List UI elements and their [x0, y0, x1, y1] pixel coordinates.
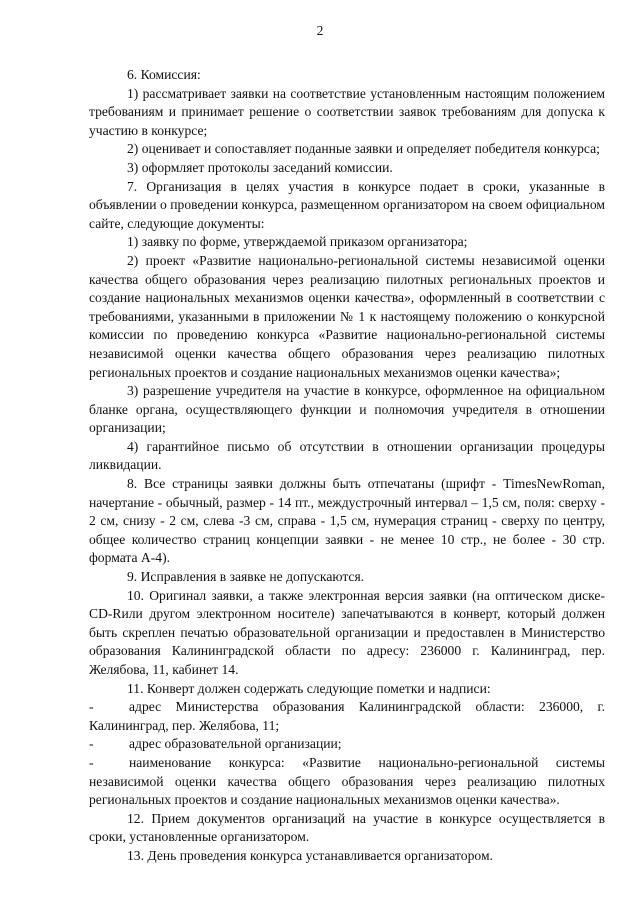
list-item-ministry-address — [89, 698, 605, 735]
paragraph-11: 11. Конверт должен содержать следующие пометки и надписи: — [127, 680, 491, 696]
list-item-org-address — [89, 735, 605, 754]
paragraph-7-1: 1) заявку по форме, утверждаемой приказом организатора; — [127, 234, 468, 250]
page-number: 2 — [316, 23, 324, 38]
paragraph-7: 7. Организация в целях участия в конкурсе подает в сроки, указанные в объявлении о проведении конкурса, размещенном организатором на своем официальном сайте, следующие документы: — [89, 178, 605, 231]
list-item-text: адрес Министерства образования Калининградской области: 236000, г. Калининград, пер. Желябова, 11; — [89, 699, 605, 733]
paragraph-7-4: 4) гарантийное письмо об отсутствии в отношении организации процедуры ликвидации. — [89, 438, 605, 473]
list-item-text: наименование конкурса: «Развитие национально-региональной системы независимой оценки качества общего образования через реализацию пилотных региональных проектов и создание национальных механизмов оценки качества». — [89, 754, 605, 808]
paragraph-8: 8. Все страницы заявки должны быть отпечатаны (шрифт - TimesNewRoman, начертание - обычный, размер - 14 пт., междустрочный интервал – 1,5 см, поля: сверху - 2 см, снизу - 2 см, слева -3 см, справа - 1,5 см, нумерация страниц - сверху по центру, общее количество страниц концепции заявки - не менее 10 стр., не более - 30 стр. формата А-4). — [89, 476, 605, 566]
paragraph-9: 9. Исправления в заявке не допускаются. — [127, 569, 365, 585]
list-dash: - — [89, 699, 94, 715]
list-dash: - — [89, 754, 94, 770]
paragraph-13: 13. День проведения конкурса устанавливается организатором. — [127, 847, 493, 863]
paragraph-6-3: 3) оформляет протоколы заседаний комиссии. — [127, 159, 393, 175]
paragraph-7-2: 2) проект «Развитие национально-региональной системы независимой оценки качества общего образования через реализацию пилотных региональных проектов и создание национальных механизмов оценки качества», оформленный в соответствии с требованиями, указанными в приложении № 1 к настоящему положению о конкурсной комиссии по проведению конкурса «Развитие национально-региональной системы независимой оценки качества общего образования через реализацию пилотных региональных проектов и создание национальных механизмов оценки качества»; — [89, 252, 605, 380]
list-dash: - — [89, 736, 94, 752]
list-item-contest-name — [89, 754, 605, 810]
paragraph-10: 10. Оригинал заявки, а также электронная версия заявки (на оптическом диске-CD-Rили другом электронном носителе) запечатываются в конверт, который должен быть скреплен печатью образовательной организации и предоставлен в Министерство образования Калининградской области по адресу: 236000 г. Калининград, пер. Желябова, 11, кабинет 14. — [89, 587, 605, 677]
paragraph-6-1: 1) рассматривает заявки на соответствие установленным настоящим положением требованиям и принимает решение о соответствии заявок требованиям для допуска к участию в конкурсе; — [89, 85, 605, 138]
paragraph-6: 6. Комиссия: — [127, 67, 201, 82]
document-body — [89, 66, 605, 866]
paragraph-7-3: 3) разрешение учредителя на участие в конкурсе, оформленное на официальном бланке органа, осуществляющего функции и полномочия учредителя в отношении организации; — [89, 383, 605, 436]
paragraph-6-2: 2) оценивает и сопоставляет поданные заявки и определяет победителя конкурса; — [127, 141, 600, 157]
list-item-text: адрес образовательной организации; — [129, 736, 342, 752]
paragraph-12: 12. Прием документов организаций на участие в конкурсе осуществляется в сроки, установленные организатором. — [89, 810, 605, 845]
